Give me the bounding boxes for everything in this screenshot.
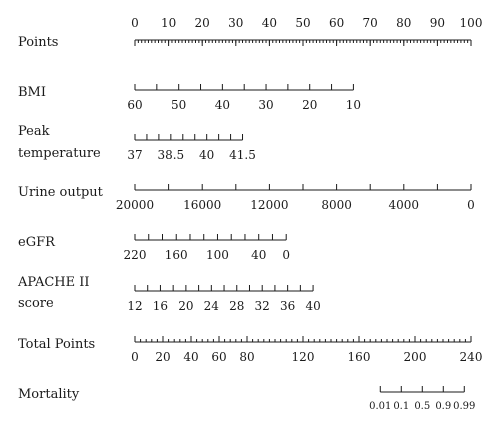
row-label-peak-temperature: Peak: [18, 124, 50, 139]
tick-label-mortality: 0.5: [414, 401, 431, 412]
tick-label-total-points: 80: [239, 350, 255, 364]
tick-label-urine-output: 0: [467, 198, 475, 212]
tick-label-total-points: 60: [211, 350, 227, 364]
tick-label-mortality: 0.01: [369, 401, 392, 412]
tick-label-total-points: 20: [155, 350, 171, 364]
tick-label-points: 50: [295, 16, 311, 30]
tick-label-total-points: 160: [347, 350, 371, 364]
row-peak-temperature: [18, 124, 256, 162]
tick-label-peak-temperature: 40: [199, 148, 215, 162]
tick-label-apache-ii: 16: [152, 299, 169, 313]
tick-label-total-points: 120: [291, 350, 315, 364]
tick-label-total-points: 0: [131, 350, 139, 364]
tick-label-bmi: 60: [127, 98, 143, 112]
tick-label-total-points: 240: [459, 350, 483, 364]
tick-label-urine-output: 20000: [115, 198, 155, 212]
tick-label-points: 90: [429, 16, 446, 30]
tick-label-apache-ii: 24: [203, 299, 219, 313]
tick-label-peak-temperature: 37: [127, 148, 143, 162]
tick-label-bmi: 50: [171, 98, 187, 112]
tick-label-total-points: 40: [183, 350, 199, 364]
tick-label-points: 20: [194, 16, 210, 30]
row-apache-ii: [17, 275, 321, 313]
row-points: [18, 16, 482, 50]
row-bmi: [18, 84, 361, 112]
tick-label-bmi: 30: [258, 98, 274, 112]
tick-label-mortality: 0.9: [435, 401, 452, 412]
tick-label-peak-temperature: 41.5: [229, 148, 256, 162]
tick-label-points: 40: [261, 16, 278, 30]
tick-label-apache-ii: 20: [178, 299, 194, 313]
tick-label-points: 0: [131, 16, 139, 30]
tick-label-urine-output: 16000: [183, 198, 222, 212]
row-urine-output: [18, 184, 475, 212]
tick-label-points: 30: [228, 16, 244, 30]
tick-label-mortality: 0.1: [393, 401, 410, 412]
tick-label-bmi: 20: [302, 98, 318, 112]
row-egfr: [18, 234, 290, 262]
row-label-bmi: BMI: [18, 85, 46, 100]
row-label-points: Points: [18, 35, 59, 50]
tick-label-mortality: 0.99: [453, 401, 476, 412]
tick-label-points: 80: [396, 16, 412, 30]
row-label-total-points: Total Points: [18, 337, 96, 352]
tick-label-points: 10: [160, 16, 177, 30]
tick-label-apache-ii: 12: [127, 299, 143, 313]
tick-label-points: 60: [328, 16, 345, 30]
row-label-apache-ii: score: [18, 296, 54, 311]
tick-label-apache-ii: 28: [229, 299, 245, 313]
tick-label-points: 100: [459, 16, 483, 30]
tick-label-egfr: 0: [282, 248, 291, 262]
tick-label-apache-ii: 32: [254, 299, 270, 313]
tick-label-total-points: 200: [403, 350, 427, 364]
row-label-peak-temperature: temperature: [18, 146, 101, 161]
tick-label-urine-output: 12000: [250, 198, 289, 212]
tick-label-peak-temperature: 38.5: [157, 148, 185, 162]
tick-label-egfr: 100: [206, 248, 229, 262]
tick-label-egfr: 220: [123, 248, 147, 262]
tick-label-urine-output: 4000: [388, 198, 420, 212]
row-total-points: [18, 336, 482, 364]
tick-label-bmi: 10: [345, 98, 362, 112]
row-mortality: [18, 386, 475, 412]
row-label-mortality: Mortality: [18, 387, 80, 402]
tick-label-apache-ii: 40: [305, 299, 321, 313]
tick-label-egfr: 160: [164, 248, 188, 262]
row-label-apache-ii: APACHE II: [18, 275, 90, 290]
row-label-egfr: eGFR: [18, 235, 55, 250]
tick-label-apache-ii: 36: [279, 299, 296, 313]
tick-label-bmi: 40: [214, 98, 231, 112]
tick-label-urine-output: 8000: [321, 198, 352, 212]
tick-label-egfr: 40: [251, 248, 267, 262]
row-label-urine-output: Urine output: [18, 185, 103, 200]
tick-label-points: 70: [362, 16, 378, 30]
